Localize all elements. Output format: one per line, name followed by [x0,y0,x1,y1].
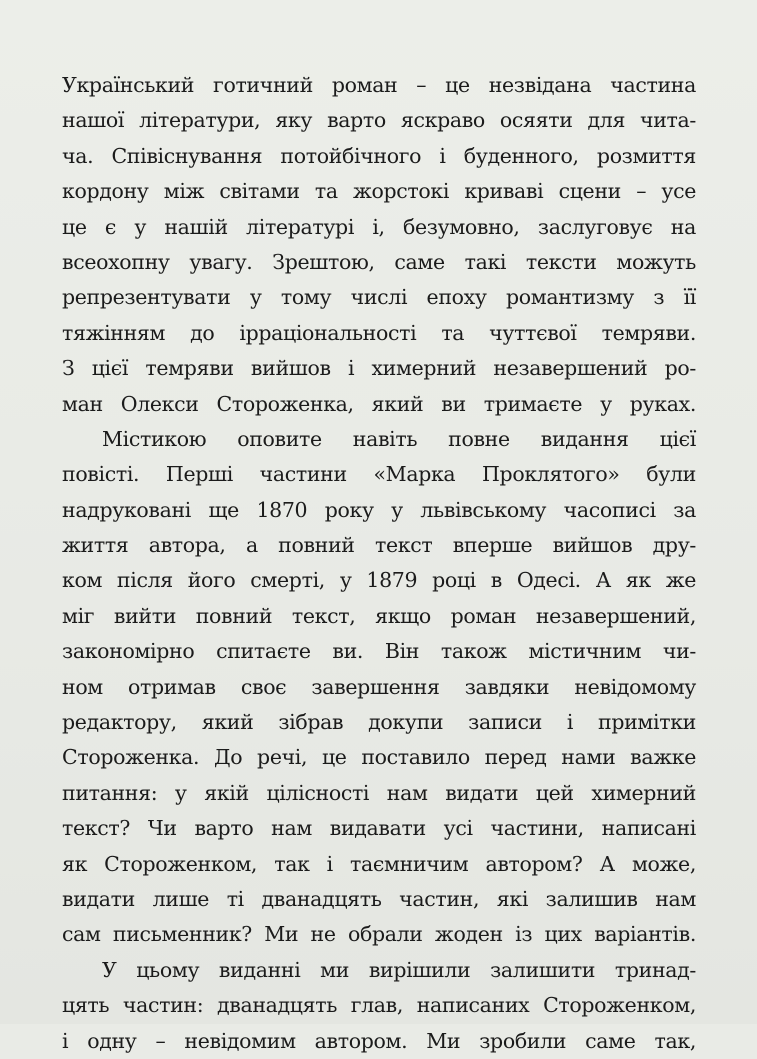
paragraph-1 [62,68,696,422]
text-line: кордону між світами та жорстокі криваві сцени – усе [62,179,696,204]
text-line: повісті. Перші частини «Марка Проклятого» були [62,462,696,487]
text-line: міг вийти повний текст, якщо роман незавершений, [62,603,696,628]
text-line: всеохопну увагу. Зрештою, саме такі тексти можуть [62,249,696,274]
text-line: У цьому виданні ми вирішили залишити тринад- [102,957,696,982]
text-line: репрезентувати у тому числі епоху романтизму з її [62,285,696,310]
text-line: сам письменник? Ми не обрали жоден із цих варіантів. [62,922,696,947]
text-line: ком після його смерті, у 1879 році в Одесі. А як же [62,568,696,593]
text-line: цять частин: дванадцять глав, написаних Стороженком, [62,993,696,1018]
text-line: надруковані ще 1870 року у львівському часописі за [62,497,696,522]
text-line: редактору, який зібрав докупи записи і примітки [62,710,696,735]
text-line: закономірно спитаєте ви. Він також містичним чи- [62,639,696,664]
text-line: питання: у якій цілісності нам видати цей химерний [62,780,696,805]
text-line: це є у нашій літературі і, безумовно, заслуговує на [62,214,696,239]
text-line: тяжінням до ірраціональності та чуттєвої темряви. [62,320,696,345]
text-line: і одну – невідомим автором. Ми зробили саме так, [62,1028,696,1053]
paragraph-2 [62,422,696,953]
text-line: Стороженка. До речі, це поставило перед нами важке [62,745,696,770]
text-line: Містикою оповите навіть повне видання цієї [102,426,696,451]
text-line: ча. Співіснування потойбічного і буденного, розмиття [62,143,696,168]
text-line: життя автора, а повний текст вперше вийшов дру- [62,533,696,558]
text-line: ман Олекси Стороженка, який ви тримаєте у руках. [62,391,696,416]
page-text [62,68,696,1059]
text-line: З цієї темряви вийшов і химерний незавершений ро- [62,356,696,381]
paragraph-3 [62,953,696,1059]
text-line: Український готичний роман – це незвідана частина [62,73,696,97]
text-line: ном отримав своє завершення завдяки невідомому [62,674,696,699]
text-line: нашої літератури, яку варто яскраво осяяти для чита- [62,108,696,133]
text-line: як Стороженком, так і таємничим автором? А може, [62,851,696,876]
text-line: видати лише ті дванадцять частин, які залишив нам [62,886,696,911]
text-line: текст? Чи варто нам видавати усі частини, написані [62,816,696,841]
